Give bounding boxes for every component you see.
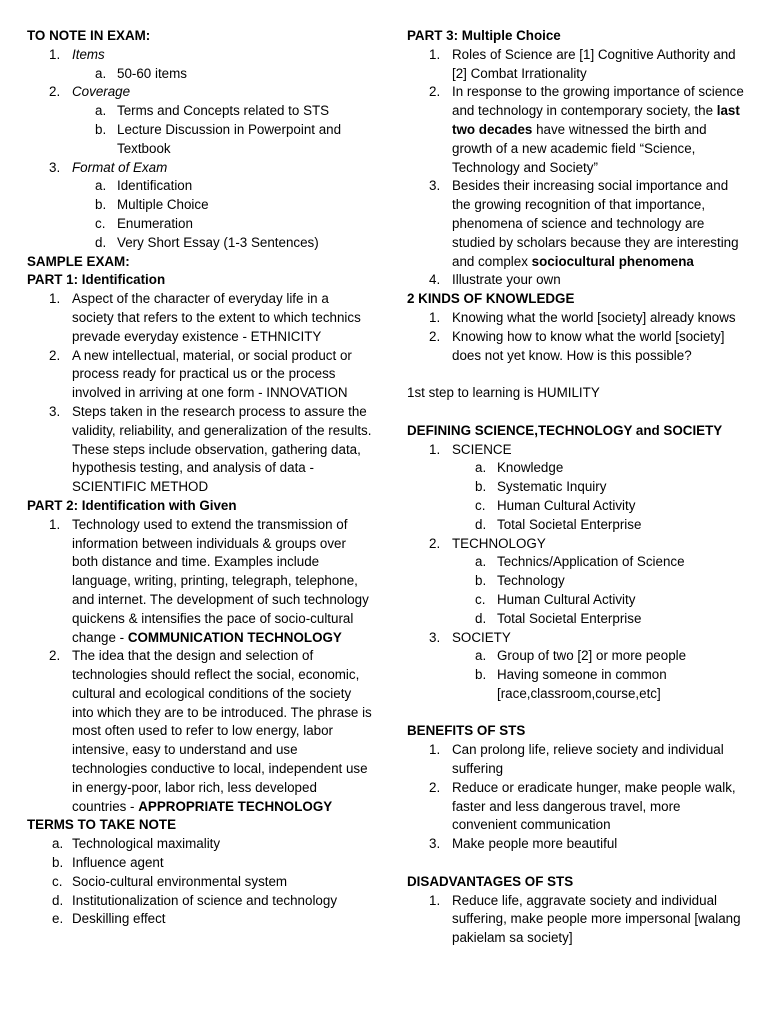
item-text: Knowing how to know what the world [society] does not yet know. How is this possible? <box>452 328 725 363</box>
left-column <box>27 27 372 929</box>
spacer <box>407 365 747 384</box>
item-text: Reduce life, aggravate society and individual suffering, make people more impersonal [walang pakielam sa society] <box>452 892 741 946</box>
item-text: A new intellectual, material, or social product or process ready for practical us or the process involved in arriving at one form - INNOVATION <box>72 347 352 401</box>
sub-item <box>407 610 747 629</box>
sub-item <box>407 459 747 478</box>
list-item <box>407 46 747 84</box>
list-item <box>27 516 372 648</box>
list-item <box>27 403 372 497</box>
item-emphasis: last two decades <box>452 103 740 137</box>
item-text: Very Short Essay (1-3 Sentences) <box>117 234 319 250</box>
item-number: a. <box>475 648 487 664</box>
item-number: d. <box>95 234 107 250</box>
part1-heading: PART 1: Identification <box>27 272 166 288</box>
part2-list <box>27 516 372 817</box>
item-number: b. <box>52 855 64 871</box>
item-text: Influence agent <box>72 855 164 871</box>
disadvantages-list <box>407 892 747 948</box>
item-text: Socio-cultural environmental system <box>72 873 288 889</box>
note-list <box>27 46 372 253</box>
part3-heading: PART 3: Multiple Choice <box>407 28 561 43</box>
right-column <box>407 27 747 948</box>
item-number: a. <box>52 836 64 852</box>
item-number: 1. <box>49 46 61 62</box>
part1-list <box>27 290 372 497</box>
item-text: Human Cultural Activity <box>497 497 636 513</box>
item-text: Identification <box>117 178 193 194</box>
item-text: Reduce or eradicate hunger, make people walk, faster and less dangerous travel, more convenient communication <box>452 779 736 833</box>
item-number: 3. <box>429 836 441 852</box>
item-text: Steps taken in the research process to assure the validity, reliability, and generalization of the results. These steps include observation, gathering data, hypothesis testing, and analysis of data - SCIENTIFIC METHOD <box>72 403 372 495</box>
item-number: 1. <box>429 892 441 908</box>
item-text: Knowledge <box>497 460 564 476</box>
item-text: Format of Exam <box>72 159 168 175</box>
item-number: 2. <box>429 84 441 100</box>
list-item <box>407 892 747 948</box>
list-item <box>27 83 372 102</box>
sub-item <box>27 121 372 159</box>
disadvantages-heading: DISADVANTAGES OF STS <box>407 873 574 889</box>
list-item <box>407 779 747 835</box>
item-text: 50-60 items <box>117 65 187 81</box>
item-text: Coverage <box>72 84 131 100</box>
item-text: Multiple Choice <box>117 197 209 213</box>
item-number: a. <box>95 178 107 194</box>
part3-list <box>407 46 747 290</box>
sub-item <box>27 196 372 215</box>
item-text: Illustrate your own <box>452 272 561 288</box>
item-answer: COMMUNICATION TECHNOLOGY <box>127 629 342 645</box>
item-text: Make people more beautiful <box>452 836 618 852</box>
item-number: 2. <box>429 328 441 344</box>
item-number: c. <box>475 591 486 607</box>
list-item <box>407 177 747 271</box>
part2-heading: PART 2: Identification with Given <box>27 497 237 513</box>
item-number: 1. <box>49 291 61 307</box>
item-text: Items <box>72 46 105 62</box>
list-item <box>27 159 372 178</box>
sub-item <box>407 572 747 591</box>
sub-item <box>27 102 372 121</box>
item-number: b. <box>95 197 107 213</box>
sub-item <box>27 65 372 84</box>
kinds-heading: 2 KINDS OF KNOWLEDGE <box>407 291 575 307</box>
item-answer: APPROPRIATE TECHNOLOGY <box>138 798 333 814</box>
item-number: b. <box>95 121 107 137</box>
list-item <box>27 854 372 873</box>
sub-item <box>407 591 747 610</box>
item-number: 3. <box>49 159 61 175</box>
item-number: 1. <box>429 441 441 457</box>
defining-list <box>407 441 747 704</box>
item-text: SOCIETY <box>452 629 511 645</box>
terms-heading: TERMS TO TAKE NOTE <box>27 817 177 833</box>
item-text: Technology used to extend the transmission of information between individuals & groups over both distance and time. Examples include language, writing, printing, telegraph, telephone, and internet. The development of such technology quickens & intensifies the pace of socio-cultural change - <box>72 516 369 645</box>
sub-item <box>27 234 372 253</box>
terms-list <box>27 835 372 929</box>
benefits-list <box>407 741 747 854</box>
item-number: d. <box>475 610 487 626</box>
list-item <box>407 629 747 648</box>
list-item <box>27 647 372 816</box>
item-number: 1. <box>429 742 441 758</box>
item-emphasis: sociocultural phenomena <box>531 253 694 269</box>
item-text: The idea that the design and selection of technologies should reflect the social, economic, cultural and ecological conditions of the society into which they are to be introduced. The phrase is most often used to refer to low energy, labor intensive, easy to understand and use technologies conductive to local, independent use in energy-poor, labor rich, less developed countries - <box>72 648 372 814</box>
kinds-list <box>407 309 747 365</box>
sub-item <box>27 215 372 234</box>
item-number: a. <box>95 103 107 119</box>
item-text: Institutionalization of science and technology <box>72 892 338 908</box>
item-number: 1. <box>429 46 441 62</box>
sub-item <box>407 553 747 572</box>
item-text: Enumeration <box>117 215 193 231</box>
item-number: a. <box>475 554 487 570</box>
list-item <box>407 741 747 779</box>
item-text: Terms and Concepts related to STS <box>117 103 330 119</box>
item-number: b. <box>475 667 487 683</box>
item-text: Technics/Application of Science <box>497 554 685 570</box>
item-text: Having someone in common [race,classroom,course,etc] <box>497 667 667 701</box>
item-text: Knowing what the world [society] already knows <box>452 309 736 325</box>
item-number: 3. <box>49 403 61 419</box>
item-number: d. <box>52 892 64 908</box>
humility-line: 1st step to learning is HUMILITY <box>407 385 600 401</box>
item-number: c. <box>475 497 486 513</box>
note-heading: TO NOTE IN EXAM: <box>27 28 151 43</box>
list-item <box>27 835 372 854</box>
sub-item <box>407 666 747 704</box>
sub-item <box>407 647 747 666</box>
item-text: Can prolong life, relieve society and individual suffering <box>452 742 724 777</box>
list-item <box>407 441 747 460</box>
item-number: b. <box>475 573 487 589</box>
list-item <box>407 309 747 328</box>
item-number: 3. <box>429 629 441 645</box>
list-item <box>27 347 372 403</box>
item-text: Total Societal Enterprise <box>497 516 642 532</box>
list-item <box>27 892 372 911</box>
sub-item <box>407 516 747 535</box>
item-text: Group of two [2] or more people <box>497 648 687 664</box>
item-number: 1. <box>49 516 61 532</box>
sub-item <box>407 478 747 497</box>
item-number: c. <box>52 873 63 889</box>
item-number: e. <box>52 911 64 927</box>
item-text: In response to the growing importance of science and technology in contemporary society, the <box>452 84 744 119</box>
item-text: TECHNOLOGY <box>452 535 546 551</box>
item-text: Systematic Inquiry <box>497 479 607 495</box>
list-item <box>27 46 372 65</box>
sub-item <box>407 497 747 516</box>
list-item <box>407 835 747 854</box>
item-text: Total Societal Enterprise <box>497 610 642 626</box>
list-item <box>27 290 372 346</box>
list-item <box>27 873 372 892</box>
item-number: a. <box>475 460 487 476</box>
item-number: 3. <box>429 178 441 194</box>
defining-heading: DEFINING SCIENCE,TECHNOLOGY and SOCIETY <box>407 422 723 438</box>
item-number: 2. <box>49 347 61 363</box>
item-text: Besides their increasing social importance and the growing recognition of that importance, phenomena of science and technology are studied by scholars because they are interesting and complex <box>452 178 739 269</box>
list-item <box>407 271 747 290</box>
item-number: 4. <box>429 272 441 288</box>
item-text: SCIENCE <box>452 441 512 457</box>
list-item <box>407 535 747 554</box>
sample-heading: SAMPLE EXAM: <box>27 253 130 269</box>
item-number: 1. <box>429 309 441 325</box>
list-item <box>407 328 747 366</box>
item-text: Lecture Discussion in Powerpoint and Textbook <box>117 121 342 156</box>
item-number: 2. <box>429 535 441 551</box>
benefits-heading: BENEFITS OF STS <box>407 723 526 739</box>
item-text: Human Cultural Activity <box>497 591 636 607</box>
sub-item <box>27 177 372 196</box>
item-number: c. <box>95 215 106 231</box>
item-text: Technological maximality <box>72 836 221 852</box>
spacer <box>407 403 747 422</box>
item-text: Technology <box>497 573 565 589</box>
list-item <box>407 83 747 177</box>
item-number: b. <box>475 479 487 495</box>
item-text: Aspect of the character of everyday life in a society that refers to the extent to which technics prevade everyday existence - ETHNICITY <box>72 291 361 344</box>
item-text-tail: have witnessed the birth and growth of a new academic field “Science, Technology and Society” <box>452 121 707 175</box>
spacer <box>407 704 747 723</box>
item-text: Deskilling effect <box>72 911 166 927</box>
item-number: 2. <box>429 779 441 795</box>
spacer <box>407 854 747 873</box>
item-text: Roles of Science are [1] Cognitive Authority and [2] Combat Irrationality <box>452 46 736 81</box>
item-number: a. <box>95 65 107 81</box>
item-number: d. <box>475 516 487 532</box>
list-item <box>27 910 372 929</box>
item-number: 2. <box>49 84 61 100</box>
item-number: 2. <box>49 648 61 664</box>
